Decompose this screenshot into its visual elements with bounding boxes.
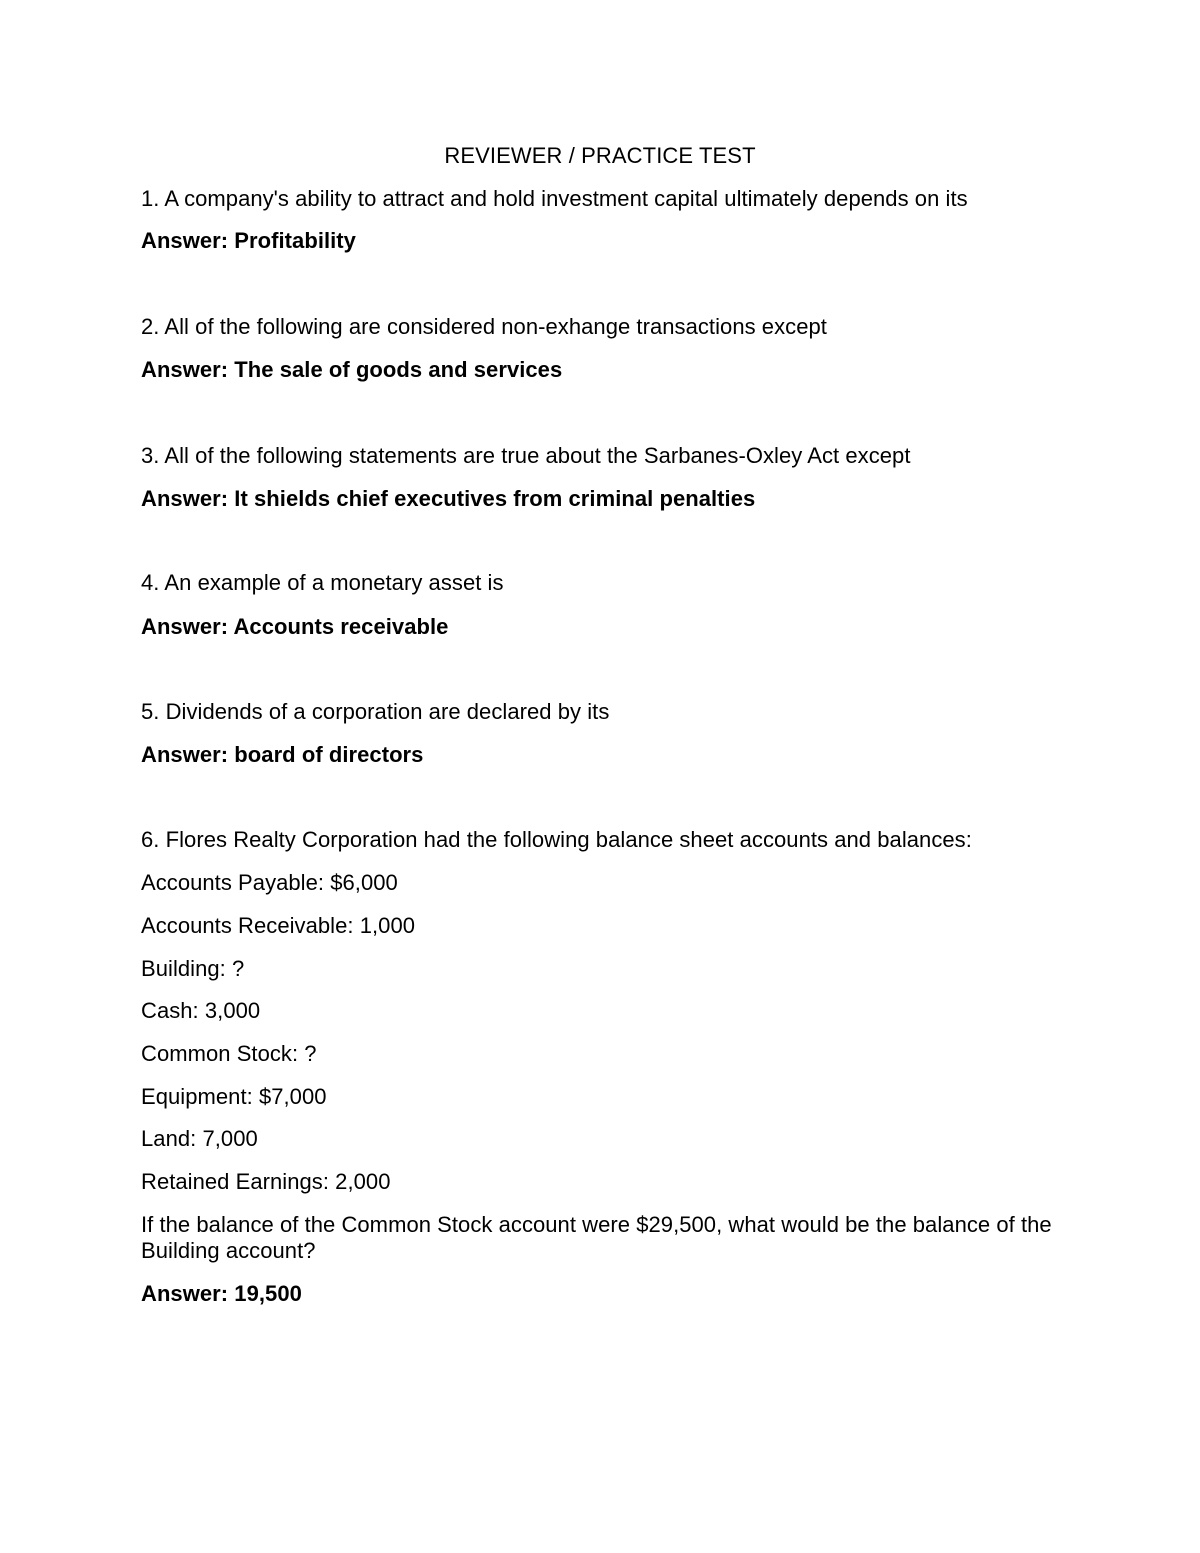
question-3: 3. All of the following statements are true about the Sarbanes-Oxley Act except [141, 443, 911, 468]
question-5: 5. Dividends of a corporation are declared by its [141, 699, 610, 724]
account-line: Accounts Receivable: 1,000 [141, 913, 416, 938]
answer-5: Answer: board of directors [141, 742, 424, 767]
account-line: Common Stock: ? [141, 1041, 317, 1066]
answer-3: Answer: It shields chief executives from criminal penalties [141, 486, 756, 511]
account-line: Building: ? [141, 956, 245, 981]
account-line: Equipment: $7,000 [141, 1084, 327, 1109]
answer-1: Answer: Profitability [141, 228, 356, 253]
question-4: 4. An example of a monetary asset is [141, 570, 504, 595]
question-6: If the balance of the Common Stock account were $29,500, what would be the balance of the Building account? [141, 1212, 1052, 1263]
account-line: Cash: 3,000 [141, 998, 261, 1023]
account-line: Land: 7,000 [141, 1126, 258, 1151]
question-1: 1. A company's ability to attract and hold investment capital ultimately depends on its [141, 186, 968, 211]
question-2: 2. All of the following are considered non-exhange transactions except [141, 314, 827, 339]
account-line: Accounts Payable: $6,000 [141, 870, 398, 895]
question-6-intro: 6. Flores Realty Corporation had the following balance sheet accounts and balances: [141, 827, 972, 852]
answer-6: Answer: 19,500 [141, 1281, 302, 1306]
answer-4: Answer: Accounts receivable [141, 614, 449, 639]
answer-2: Answer: The sale of goods and services [141, 357, 563, 382]
account-line: Retained Earnings: 2,000 [141, 1169, 391, 1194]
document-title: REVIEWER / PRACTICE TEST [444, 143, 756, 168]
